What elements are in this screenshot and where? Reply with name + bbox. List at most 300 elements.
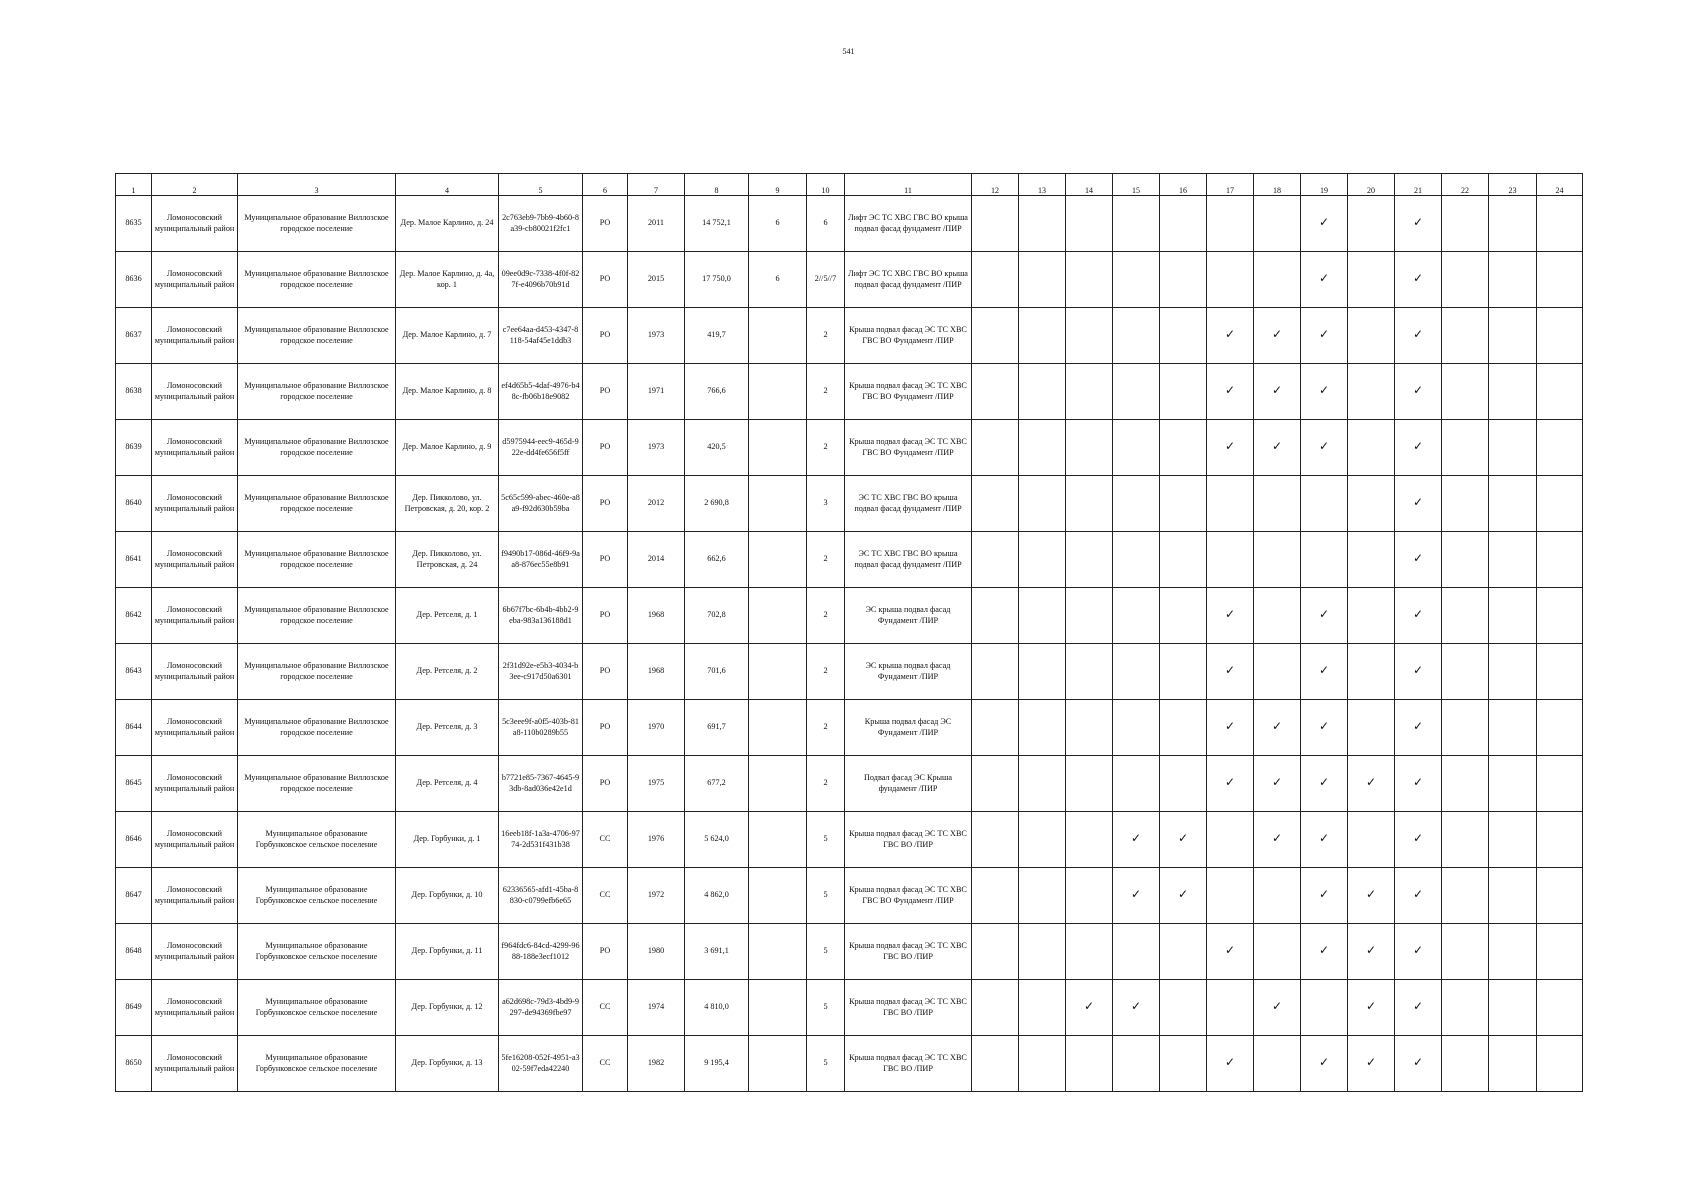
work-flag-cell xyxy=(1160,588,1207,644)
building-uid-cell: 16eeb18f-1a3a-4706-9774-2d531f431b38 xyxy=(499,812,583,868)
checkmark-icon: ✓ xyxy=(1130,831,1142,846)
ownership-type-cell: РО xyxy=(583,420,628,476)
row-number-cell: 8644 xyxy=(116,700,152,756)
work-flag-cell xyxy=(1113,420,1160,476)
work-flag-cell xyxy=(1489,756,1537,812)
work-flag-cell xyxy=(1207,476,1254,532)
checkmark-icon: ✓ xyxy=(1318,775,1330,790)
year-built-cell: 2012 xyxy=(628,476,685,532)
checkmark-icon: ✓ xyxy=(1224,439,1236,454)
work-flag-cell xyxy=(972,532,1019,588)
work-flag-cell xyxy=(1442,476,1489,532)
page-number: 541 xyxy=(842,47,855,56)
planned-works-cell: ЭС ТС ХВС ГВС ВО крыша подвал фасад фундамент /ПИР xyxy=(845,476,972,532)
work-flag-cell xyxy=(1537,588,1583,644)
row-number-cell: 8649 xyxy=(116,980,152,1036)
work-flag-cell xyxy=(1066,924,1113,980)
work-flag-cell xyxy=(1442,252,1489,308)
district-cell: Ломоносовский муниципальный район xyxy=(152,420,238,476)
work-flag-cell xyxy=(1395,196,1442,252)
address-cell: Дер. Ретселя, д. 1 xyxy=(396,588,499,644)
municipality-cell: Муниципальное образование Виллозское городское поселение xyxy=(238,588,396,644)
work-flag-cell xyxy=(1489,364,1537,420)
column-number-header: 4 xyxy=(396,174,499,196)
checkmark-icon: ✓ xyxy=(1412,831,1424,846)
checkmark-icon: ✓ xyxy=(1318,1055,1330,1070)
ownership-type-cell: СС xyxy=(583,1036,628,1092)
checkmark-icon: ✓ xyxy=(1224,663,1236,678)
checkmark-icon: ✓ xyxy=(1365,999,1377,1014)
work-flag-cell xyxy=(1301,196,1348,252)
address-cell: Дер. Ретселя, д. 2 xyxy=(396,644,499,700)
area-cell: 2 690,8 xyxy=(685,476,749,532)
table-row xyxy=(116,924,1583,980)
work-flag-cell xyxy=(1207,700,1254,756)
area-cell: 691,7 xyxy=(685,700,749,756)
municipality-cell: Муниципальное образование Виллозское городское поселение xyxy=(238,252,396,308)
row-number-cell: 8638 xyxy=(116,364,152,420)
work-flag-cell xyxy=(1348,532,1395,588)
year-built-cell: 1968 xyxy=(628,644,685,700)
work-flag-cell xyxy=(1207,308,1254,364)
column-9-cell xyxy=(749,924,807,980)
table-row xyxy=(116,364,1583,420)
work-flag-cell xyxy=(1537,980,1583,1036)
work-flag-cell xyxy=(972,980,1019,1036)
ownership-type-cell: СС xyxy=(583,980,628,1036)
checkmark-icon: ✓ xyxy=(1365,943,1377,958)
district-cell: Ломоносовский муниципальный район xyxy=(152,644,238,700)
work-flag-cell xyxy=(1537,252,1583,308)
work-flag-cell xyxy=(1537,364,1583,420)
municipality-cell: Муниципальное образование Виллозское городское поселение xyxy=(238,308,396,364)
building-uid-cell: 2f31d92e-e5b3-4034-b3ee-c917d50a6301 xyxy=(499,644,583,700)
column-9-cell xyxy=(749,532,807,588)
checkmark-icon: ✓ xyxy=(1365,775,1377,790)
column-10-cell: 5 xyxy=(807,812,845,868)
work-flag-cell xyxy=(972,644,1019,700)
checkmark-icon: ✓ xyxy=(1130,999,1142,1014)
work-flag-cell xyxy=(1066,196,1113,252)
work-flag-cell xyxy=(1442,1036,1489,1092)
ownership-type-cell: РО xyxy=(583,364,628,420)
work-flag-cell xyxy=(1301,1036,1348,1092)
planned-works-cell: ЭС крыша подвал фасад Фундамент /ПИР xyxy=(845,588,972,644)
work-flag-cell xyxy=(1019,812,1066,868)
address-cell: Дер. Малое Карлино, д. 9 xyxy=(396,420,499,476)
checkmark-icon: ✓ xyxy=(1224,719,1236,734)
work-flag-cell xyxy=(1254,924,1301,980)
work-flag-cell xyxy=(1537,700,1583,756)
address-cell: Дер. Пикколово, ул. Петровская, д. 24 xyxy=(396,532,499,588)
ownership-type-cell: РО xyxy=(583,644,628,700)
table-row xyxy=(116,532,1583,588)
work-flag-cell xyxy=(1442,532,1489,588)
row-number-cell: 8639 xyxy=(116,420,152,476)
column-number-header-row xyxy=(116,174,1583,196)
area-cell: 17 750,0 xyxy=(685,252,749,308)
work-flag-cell xyxy=(1066,1036,1113,1092)
column-number-header: 3 xyxy=(238,174,396,196)
work-flag-cell xyxy=(1301,420,1348,476)
work-flag-cell xyxy=(1160,420,1207,476)
column-10-cell: 2 xyxy=(807,644,845,700)
table-row xyxy=(116,700,1583,756)
work-flag-cell xyxy=(1348,364,1395,420)
municipality-cell: Муниципальное образование Горбунковское сельское поселение xyxy=(238,924,396,980)
work-flag-cell xyxy=(1537,924,1583,980)
planned-works-cell: Крыша подвал фасад ЭС Фундамент /ПИР xyxy=(845,700,972,756)
table-row xyxy=(116,308,1583,364)
work-flag-cell xyxy=(1348,252,1395,308)
work-flag-cell xyxy=(1489,644,1537,700)
work-flag-cell xyxy=(1348,1036,1395,1092)
checkmark-icon: ✓ xyxy=(1412,551,1424,566)
row-number-cell: 8641 xyxy=(116,532,152,588)
work-flag-cell xyxy=(1160,532,1207,588)
work-flag-cell xyxy=(1395,812,1442,868)
checkmark-icon: ✓ xyxy=(1224,383,1236,398)
work-flag-cell xyxy=(1066,700,1113,756)
work-flag-cell xyxy=(1489,252,1537,308)
work-flag-cell xyxy=(1254,252,1301,308)
address-cell: Дер. Горбунки, д. 13 xyxy=(396,1036,499,1092)
column-9-cell xyxy=(749,308,807,364)
district-cell: Ломоносовский муниципальный район xyxy=(152,196,238,252)
building-uid-cell: 5fe16208-052f-4951-a302-59f7eda42240 xyxy=(499,1036,583,1092)
work-flag-cell xyxy=(1348,924,1395,980)
work-flag-cell xyxy=(1066,532,1113,588)
municipality-cell: Муниципальное образование Виллозское городское поселение xyxy=(238,196,396,252)
checkmark-icon: ✓ xyxy=(1318,439,1330,454)
work-flag-cell xyxy=(1489,532,1537,588)
year-built-cell: 1972 xyxy=(628,868,685,924)
work-flag-cell xyxy=(1489,588,1537,644)
table-row xyxy=(116,980,1583,1036)
column-number-header: 21 xyxy=(1395,174,1442,196)
work-flag-cell xyxy=(1254,980,1301,1036)
work-flag-cell xyxy=(1489,420,1537,476)
checkmark-icon: ✓ xyxy=(1271,999,1283,1014)
work-flag-cell xyxy=(1160,700,1207,756)
year-built-cell: 1974 xyxy=(628,980,685,1036)
work-flag-cell xyxy=(1160,644,1207,700)
work-flag-cell xyxy=(1019,980,1066,1036)
work-flag-cell xyxy=(1113,812,1160,868)
work-flag-cell xyxy=(1395,756,1442,812)
work-flag-cell xyxy=(1113,252,1160,308)
checkmark-icon: ✓ xyxy=(1271,439,1283,454)
column-9-cell xyxy=(749,756,807,812)
column-10-cell: 5 xyxy=(807,868,845,924)
work-flag-cell xyxy=(1207,980,1254,1036)
column-10-cell: 2 xyxy=(807,588,845,644)
building-uid-cell: f964fdc6-84cd-4299-9688-188e3ecf1012 xyxy=(499,924,583,980)
column-9-cell xyxy=(749,420,807,476)
work-flag-cell xyxy=(1537,644,1583,700)
column-10-cell: 2//5//7 xyxy=(807,252,845,308)
year-built-cell: 1980 xyxy=(628,924,685,980)
column-9-cell xyxy=(749,1036,807,1092)
address-cell: Дер. Горбунки, д. 10 xyxy=(396,868,499,924)
work-flag-cell xyxy=(1066,364,1113,420)
work-flag-cell xyxy=(1537,476,1583,532)
planned-works-cell: Крыша подвал фасад ЭС ТС ХВС ГВС ВО Фундамент /ПИР xyxy=(845,308,972,364)
ownership-type-cell: РО xyxy=(583,700,628,756)
planned-works-cell: Крыша подвал фасад ЭС ТС ХВС ГВС ВО /ПИР xyxy=(845,924,972,980)
area-cell: 9 195,4 xyxy=(685,1036,749,1092)
checkmark-icon: ✓ xyxy=(1412,999,1424,1014)
table-row xyxy=(116,476,1583,532)
planned-works-cell: ЭС ТС ХВС ГВС ВО крыша подвал фасад фундамент /ПИР xyxy=(845,532,972,588)
checkmark-icon: ✓ xyxy=(1412,775,1424,790)
work-flag-cell xyxy=(1301,644,1348,700)
checkmark-icon: ✓ xyxy=(1224,607,1236,622)
district-cell: Ломоносовский муниципальный район xyxy=(152,588,238,644)
column-number-header: 15 xyxy=(1113,174,1160,196)
ownership-type-cell: РО xyxy=(583,588,628,644)
work-flag-cell xyxy=(1066,644,1113,700)
work-flag-cell xyxy=(1301,308,1348,364)
work-flag-cell xyxy=(1160,308,1207,364)
work-flag-cell xyxy=(1160,756,1207,812)
work-flag-cell xyxy=(1442,588,1489,644)
row-number-cell: 8647 xyxy=(116,868,152,924)
work-flag-cell xyxy=(1160,196,1207,252)
year-built-cell: 2011 xyxy=(628,196,685,252)
work-flag-cell xyxy=(1207,364,1254,420)
work-flag-cell xyxy=(972,476,1019,532)
work-flag-cell xyxy=(972,364,1019,420)
building-uid-cell: c7ee64aa-d453-4347-8118-54af45e1ddb3 xyxy=(499,308,583,364)
column-10-cell: 5 xyxy=(807,924,845,980)
work-flag-cell xyxy=(1207,588,1254,644)
column-number-header: 11 xyxy=(845,174,972,196)
planned-works-cell: Подвал фасад ЭС Крыша фундамент /ПИР xyxy=(845,756,972,812)
checkmark-icon: ✓ xyxy=(1412,887,1424,902)
work-flag-cell xyxy=(1113,364,1160,420)
work-flag-cell xyxy=(1301,756,1348,812)
ownership-type-cell: СС xyxy=(583,868,628,924)
checkmark-icon: ✓ xyxy=(1083,999,1095,1014)
work-flag-cell xyxy=(1395,644,1442,700)
ownership-type-cell: РО xyxy=(583,532,628,588)
work-flag-cell xyxy=(1348,980,1395,1036)
year-built-cell: 2015 xyxy=(628,252,685,308)
work-flag-cell xyxy=(1301,700,1348,756)
area-cell: 3 691,1 xyxy=(685,924,749,980)
row-number-cell: 8636 xyxy=(116,252,152,308)
column-10-cell: 3 xyxy=(807,476,845,532)
ownership-type-cell: РО xyxy=(583,756,628,812)
work-flag-cell xyxy=(1066,812,1113,868)
row-number-cell: 8650 xyxy=(116,1036,152,1092)
column-10-cell: 2 xyxy=(807,420,845,476)
column-10-cell: 2 xyxy=(807,532,845,588)
work-flag-cell xyxy=(1395,1036,1442,1092)
work-flag-cell xyxy=(1254,476,1301,532)
area-cell: 701,6 xyxy=(685,644,749,700)
checkmark-icon: ✓ xyxy=(1271,719,1283,734)
planned-works-cell: Лифт ЭС ТС ХВС ГВС ВО крыша подвал фасад фундамент /ПИР xyxy=(845,196,972,252)
column-number-header: 19 xyxy=(1301,174,1348,196)
checkmark-icon: ✓ xyxy=(1130,887,1142,902)
district-cell: Ломоносовский муниципальный район xyxy=(152,308,238,364)
municipality-cell: Муниципальное образование Горбунковское сельское поселение xyxy=(238,868,396,924)
work-flag-cell xyxy=(1442,756,1489,812)
checkmark-icon: ✓ xyxy=(1412,719,1424,734)
work-flag-cell xyxy=(1066,476,1113,532)
area-cell: 419,7 xyxy=(685,308,749,364)
work-flag-cell xyxy=(1489,308,1537,364)
year-built-cell: 1975 xyxy=(628,756,685,812)
work-flag-cell xyxy=(1537,812,1583,868)
work-flag-cell xyxy=(1160,252,1207,308)
column-9-cell xyxy=(749,476,807,532)
building-uid-cell: f9490b17-086d-46f9-9aa8-876ec55e8b91 xyxy=(499,532,583,588)
area-cell: 702,8 xyxy=(685,588,749,644)
work-flag-cell xyxy=(1254,308,1301,364)
work-flag-cell xyxy=(1019,420,1066,476)
work-flag-cell xyxy=(972,1036,1019,1092)
municipality-cell: Муниципальное образование Виллозское городское поселение xyxy=(238,756,396,812)
column-9-cell xyxy=(749,868,807,924)
work-flag-cell xyxy=(1066,756,1113,812)
district-cell: Ломоносовский муниципальный район xyxy=(152,1036,238,1092)
municipality-cell: Муниципальное образование Виллозское городское поселение xyxy=(238,532,396,588)
work-flag-cell xyxy=(1395,308,1442,364)
checkmark-icon: ✓ xyxy=(1412,495,1424,510)
work-flag-cell xyxy=(1301,532,1348,588)
table-body xyxy=(116,196,1583,1092)
district-cell: Ломоносовский муниципальный район xyxy=(152,476,238,532)
table-row xyxy=(116,1036,1583,1092)
municipality-cell: Муниципальное образование Виллозское городское поселение xyxy=(238,420,396,476)
work-flag-cell xyxy=(972,924,1019,980)
building-uid-cell: 62336565-afd1-45ba-8830-c0799efb6e65 xyxy=(499,868,583,924)
work-flag-cell xyxy=(1395,868,1442,924)
work-flag-cell xyxy=(972,588,1019,644)
year-built-cell: 1970 xyxy=(628,700,685,756)
work-flag-cell xyxy=(1207,644,1254,700)
work-flag-cell xyxy=(1301,924,1348,980)
work-flag-cell xyxy=(1207,420,1254,476)
work-flag-cell xyxy=(1442,644,1489,700)
work-flag-cell xyxy=(1207,756,1254,812)
work-flag-cell xyxy=(1395,476,1442,532)
checkmark-icon: ✓ xyxy=(1412,943,1424,958)
row-number-cell: 8637 xyxy=(116,308,152,364)
building-uid-cell: a62d698c-79d3-4bd9-9297-de94369fbe97 xyxy=(499,980,583,1036)
work-flag-cell xyxy=(1442,196,1489,252)
work-flag-cell xyxy=(972,756,1019,812)
checkmark-icon: ✓ xyxy=(1412,215,1424,230)
work-flag-cell xyxy=(1207,868,1254,924)
work-flag-cell xyxy=(1066,588,1113,644)
column-number-header: 23 xyxy=(1489,174,1537,196)
checkmark-icon: ✓ xyxy=(1271,383,1283,398)
work-flag-cell xyxy=(972,812,1019,868)
work-flag-cell xyxy=(1113,756,1160,812)
work-flag-cell xyxy=(1489,476,1537,532)
work-flag-cell xyxy=(1348,812,1395,868)
work-flag-cell xyxy=(1113,644,1160,700)
work-flag-cell xyxy=(1160,868,1207,924)
work-flag-cell xyxy=(1113,588,1160,644)
work-flag-cell xyxy=(972,308,1019,364)
work-flag-cell xyxy=(1395,588,1442,644)
work-flag-cell xyxy=(1254,644,1301,700)
checkmark-icon: ✓ xyxy=(1365,1055,1377,1070)
planned-works-cell: Крыша подвал фасад ЭС ТС ХВС ГВС ВО Фундамент /ПИР xyxy=(845,420,972,476)
column-9-cell: 6 xyxy=(749,196,807,252)
work-flag-cell xyxy=(1301,364,1348,420)
checkmark-icon: ✓ xyxy=(1318,719,1330,734)
work-flag-cell xyxy=(1254,196,1301,252)
checkmark-icon: ✓ xyxy=(1412,439,1424,454)
work-flag-cell xyxy=(1160,812,1207,868)
column-number-header: 5 xyxy=(499,174,583,196)
column-number-header: 2 xyxy=(152,174,238,196)
table-row xyxy=(116,812,1583,868)
work-flag-cell xyxy=(1254,532,1301,588)
work-flag-cell xyxy=(1348,420,1395,476)
year-built-cell: 1973 xyxy=(628,420,685,476)
checkmark-icon: ✓ xyxy=(1224,327,1236,342)
work-flag-cell xyxy=(1207,252,1254,308)
work-flag-cell xyxy=(1160,1036,1207,1092)
municipality-cell: Муниципальное образование Виллозское городское поселение xyxy=(238,644,396,700)
work-flag-cell xyxy=(1207,196,1254,252)
column-9-cell: 6 xyxy=(749,252,807,308)
checkmark-icon: ✓ xyxy=(1412,327,1424,342)
work-flag-cell xyxy=(1254,756,1301,812)
area-cell: 766,6 xyxy=(685,364,749,420)
work-flag-cell xyxy=(1442,812,1489,868)
checkmark-icon: ✓ xyxy=(1412,663,1424,678)
work-flag-cell xyxy=(1301,252,1348,308)
address-cell: Дер. Малое Карлино, д. 7 xyxy=(396,308,499,364)
work-flag-cell xyxy=(1442,868,1489,924)
area-cell: 5 624,0 xyxy=(685,812,749,868)
work-flag-cell xyxy=(1301,980,1348,1036)
row-number-cell: 8645 xyxy=(116,756,152,812)
work-flag-cell xyxy=(1489,700,1537,756)
row-number-cell: 8635 xyxy=(116,196,152,252)
table-row xyxy=(116,644,1583,700)
district-cell: Ломоносовский муниципальный район xyxy=(152,364,238,420)
checkmark-icon: ✓ xyxy=(1365,887,1377,902)
checkmark-icon: ✓ xyxy=(1318,383,1330,398)
work-flag-cell xyxy=(1395,924,1442,980)
work-flag-cell xyxy=(1395,532,1442,588)
row-number-cell: 8646 xyxy=(116,812,152,868)
work-flag-cell xyxy=(1537,196,1583,252)
work-flag-cell xyxy=(1442,364,1489,420)
work-flag-cell xyxy=(1066,308,1113,364)
work-flag-cell xyxy=(972,700,1019,756)
work-flag-cell xyxy=(972,196,1019,252)
address-cell: Дер. Малое Карлино, д. 24 xyxy=(396,196,499,252)
address-cell: Дер. Горбунки, д. 1 xyxy=(396,812,499,868)
work-flag-cell xyxy=(1160,476,1207,532)
column-number-header: 6 xyxy=(583,174,628,196)
column-9-cell xyxy=(749,364,807,420)
ownership-type-cell: РО xyxy=(583,196,628,252)
work-flag-cell xyxy=(1301,476,1348,532)
housing-register-table xyxy=(115,173,1583,1092)
work-flag-cell xyxy=(1113,308,1160,364)
